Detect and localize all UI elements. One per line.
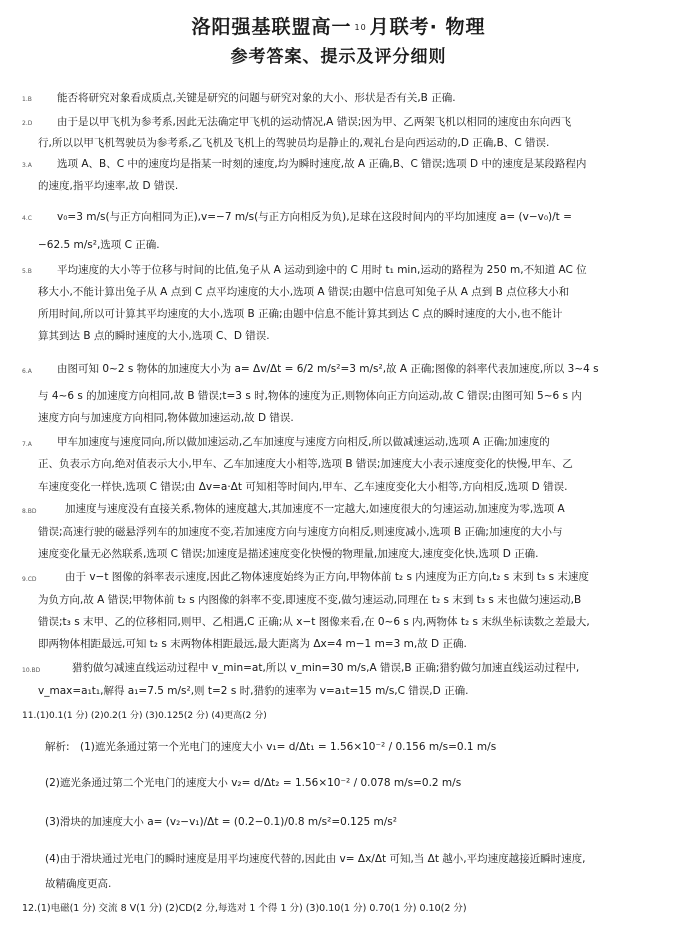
- answer-line: v₀=3 m/s(与正方向相同为正),v=−7 m/s(与正方向相反为负),足球在这段时间内的平均加速度 a= (v−v₀)/t =: [57, 211, 572, 223]
- page-subtitle: 参考答案、提示及评分细则: [230, 47, 447, 67]
- title-rest: 月联考· 物理: [369, 16, 486, 38]
- answer-line: 速度变化量无必然联系,选项 C 错误;加速度是描述速度变化快慢的物理量,加速度大,速度变化快,选项 D 正确.: [38, 548, 539, 560]
- title-num: 10: [354, 23, 367, 32]
- answer-line: 错误;高速行驶的磁悬浮列车的加速度不变,若加速度方向与速度方向相反,则速度减小,选项 B 正确;加速度的大小与: [38, 526, 563, 538]
- title-main: 洛阳强基联盟高一: [191, 16, 352, 38]
- q11-answer-key: 11.(1)0.1(1 分) (2)0.2(1 分) (3)0.125(2 分) (4)更高(2 分): [22, 711, 267, 721]
- answer-line: 正、负表示方向,绝对值表示大小,甲车、乙车加速度大小相等,选项 B 错误;加速度大小表示速度变化的快慢,甲车、乙: [38, 458, 573, 470]
- q11-analysis-label: 解析:: [45, 741, 70, 753]
- answer-line: −62.5 m/s²,选项 C 正确.: [38, 239, 160, 251]
- answer-number: 4.C: [22, 215, 32, 222]
- answer-line: 选项 A、B、C 中的速度均是指某一时刻的速度,均为瞬时速度,故 A 正确,B、C 错误;选项 D 中的速度是某段路程内: [57, 158, 587, 170]
- answer-number: 5.B: [22, 268, 32, 275]
- answer-line: 由图可知 0~2 s 物体的加速度大小为 a= Δv/Δt = 6/2 m/s²=3 m/s²,故 A 正确;图像的斜率代表加速度,所以 3~4 s: [57, 363, 599, 375]
- answer-number: 2.D: [22, 120, 33, 127]
- q11-part4b: 故精确度更高.: [45, 878, 112, 890]
- answer-line: 错误;t₃ s 末甲、乙的位移相同,则甲、乙相遇,C 正确;从 x−t 图像来看,在 0~6 s 内,两物体 t₂ s 末纵坐标读数之差最大,: [38, 616, 590, 628]
- answer-line: 猎豹做匀减速直线运动过程中 v_min=at,所以 v_min=30 m/s,A 错误,B 正确;猎豹做匀加速直线运动过程中,: [72, 662, 580, 674]
- answer-line: 由于是以甲飞机为参考系,因此无法确定甲飞机的运动情况,A 错误;因为甲、乙两架飞机以相同的速度由东向西飞: [57, 116, 572, 128]
- q11-part3: (3)滑块的加速度大小 a= (v₂−v₁)/Δt = (0.2−0.1)/0.8 m/s²=0.125 m/s²: [45, 816, 397, 828]
- answer-line: 能否将研究对象看成质点,关键是研究的问题与研究对象的大小、形状是否有关,B 正确.: [57, 92, 456, 104]
- answer-line: 与 4~6 s 的加速度方向相同,故 B 错误;t=3 s 时,物体的速度为正,则物体向正方向运动,故 C 错误;由图可知 5~6 s 内: [38, 390, 582, 402]
- answer-line: 移大小,不能计算出兔子从 A 点到 C 点平均速度的大小,选项 A 错误;由题中信息可知兔子从 A 点到 B 点位移大小和: [38, 286, 570, 298]
- answer-line: 加速度与速度没有直接关系,物体的速度越大,其加速度不一定越大,如速度很大的匀速运动,加速度为零,选项 A: [65, 503, 565, 515]
- answer-line: 为负方向,故 A 错误;甲物体前 t₂ s 内图像的斜率不变,即速度不变,做匀速运动,同理在 t₂ s 末到 t₃ s 末也做匀速运动,B: [38, 594, 582, 606]
- answer-line: 算其到达 B 点的瞬时速度的大小,选项 C、D 错误.: [38, 330, 270, 342]
- q11-part4a: (4)由于滑块通过光电门的瞬时速度是用平均速度代替的,因此由 v= Δx/Δt 可知,当 Δt 越小,平均速度越接近瞬时速度,: [45, 853, 586, 865]
- answer-number: 7.A: [22, 441, 32, 448]
- answer-line: 即两物体相距最远,可知 t₂ s 末两物体相距最远,最大距离为 Δx=4 m−1 m=3 m,故 D 正确.: [38, 638, 467, 650]
- answer-line: 甲车加速度与速度同向,所以做加速运动,乙车加速度与速度方向相反,所以做减速运动,选项 A 正确;加速度的: [57, 436, 550, 448]
- q12-answer-key: 12.(1)电磁(1 分) 交流 8 V(1 分) (2)CD(2 分,每选对 1 个得 1 分) (3)0.10(1 分) 0.70(1 分) 0.10(2 分): [22, 903, 467, 914]
- answer-line: 平均速度的大小等于位移与时间的比值,兔子从 A 运动到途中的 C 用时 t₁ min,运动的路程为 250 m,不知道 AC 位: [57, 264, 587, 276]
- q11-part2: (2)遮光条通过第二个光电门的速度大小 v₂= d/Δt₂ = 1.56×10⁻² / 0.078 m/s=0.2 m/s: [45, 777, 462, 789]
- answer-line: 所用时间,所以可计算其平均速度的大小,选项 B 正确;由题中信息不能计算其到达 C 点的瞬时速度的大小,也不能计: [38, 308, 563, 320]
- answer-line: 车速度变化一样快,选项 C 错误;由 Δv=a·Δt 可知相等时间内,甲车、乙车速度变化大小相等,方向相反,选项 D 错误.: [38, 481, 568, 493]
- answer-number: 9.CD: [22, 576, 37, 583]
- answer-number: 6.A: [22, 368, 32, 375]
- answer-number: 3.A: [22, 162, 32, 169]
- answer-number: 8.BD: [22, 508, 37, 515]
- q11-part1: (1)遮光条通过第一个光电门的速度大小 v₁= d/Δt₁ = 1.56×10⁻² / 0.156 m/s=0.1 m/s: [80, 741, 497, 753]
- page-title: [0, 12, 677, 39]
- answer-number: 10.BD: [22, 667, 41, 674]
- answer-line: 速度方向与加速度方向相同,物体做加速运动,故 D 错误.: [38, 412, 294, 424]
- answer-line: 的速度,指平均速率,故 D 错误.: [38, 180, 179, 192]
- answer-line: 由于 v−t 图像的斜率表示速度,因此乙物体速度始终为正方向,甲物体前 t₂ s 内速度为正方向,t₂ s 末到 t₃ s 末速度: [65, 571, 589, 583]
- answer-line: v_max=a₁t₁,解得 a₁=7.5 m/s²,则 t=2 s 时,猎豹的速率为 v=a₁t=15 m/s,C 错误,D 正确.: [38, 685, 469, 697]
- answer-number: 1.B: [22, 96, 32, 103]
- answer-line: 行,所以以甲飞机驾驶员为参考系,乙飞机及飞机上的驾驶员均是静止的,观礼台是向西运动的,D 正确,B、C 错误.: [38, 137, 550, 149]
